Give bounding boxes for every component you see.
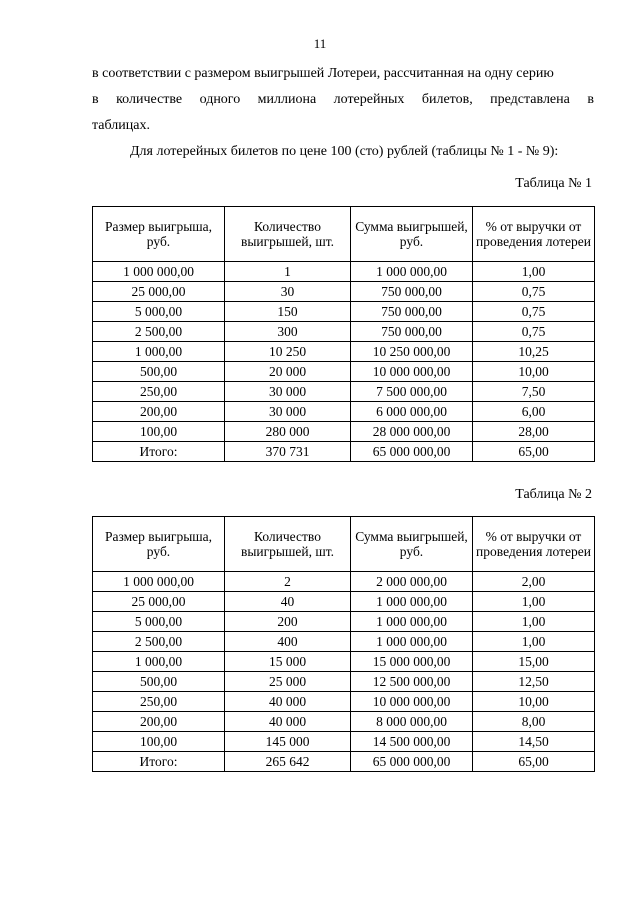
table-row — [93, 302, 595, 322]
cell-prize-size: 1 000,00 — [93, 342, 225, 362]
cell-prize-size: 5 000,00 — [93, 612, 225, 632]
table-total-row — [93, 752, 595, 772]
cell-revenue-percent: 2,00 — [473, 572, 595, 592]
table-row — [93, 322, 595, 342]
cell-prize-size: 100,00 — [93, 422, 225, 442]
cell-revenue-percent: 28,00 — [473, 422, 595, 442]
cell-prize-count: 1 — [225, 262, 351, 282]
table-row — [93, 652, 595, 672]
cell-prize-size: 1 000,00 — [93, 652, 225, 672]
cell-revenue-percent: 12,50 — [473, 672, 595, 692]
cell-prize-count: 30 — [225, 282, 351, 302]
cell-prize-sum: 7 500 000,00 — [351, 382, 473, 402]
intro-word: количестве — [116, 92, 183, 107]
header-prize-sum: Сумма выигрышей, руб. — [351, 517, 473, 572]
cell-revenue-percent: 15,00 — [473, 652, 595, 672]
page-number: 11 — [313, 36, 327, 51]
cell-prize-size: Итого: — [93, 442, 225, 462]
cell-prize-count: 30 000 — [225, 382, 351, 402]
cell-prize-count: 300 — [225, 322, 351, 342]
table-total-row — [93, 442, 595, 462]
table-row — [93, 572, 595, 592]
cell-revenue-percent: 65,00 — [473, 442, 595, 462]
cell-prize-count: 280 000 — [225, 422, 351, 442]
intro-word: в — [92, 92, 99, 107]
cell-prize-count: 40 000 — [225, 712, 351, 732]
intro-line-2 — [92, 91, 594, 109]
prize-table-1 — [92, 206, 595, 462]
header-prize-count: Количество выигрышей, шт. — [225, 207, 351, 262]
cell-revenue-percent: 7,50 — [473, 382, 595, 402]
cell-prize-size: 200,00 — [93, 712, 225, 732]
cell-prize-sum: 10 250 000,00 — [351, 342, 473, 362]
header-prize-count: Количество выигрышей, шт. — [225, 517, 351, 572]
cell-revenue-percent: 0,75 — [473, 302, 595, 322]
prize-table-2 — [92, 516, 595, 772]
cell-prize-size: 1 000 000,00 — [93, 572, 225, 592]
cell-prize-size: 1 000 000,00 — [93, 262, 225, 282]
cell-prize-sum: 12 500 000,00 — [351, 672, 473, 692]
cell-prize-count: 10 250 — [225, 342, 351, 362]
cell-revenue-percent: 0,75 — [473, 282, 595, 302]
table-row — [93, 382, 595, 402]
table-row — [93, 342, 595, 362]
cell-prize-size: 5 000,00 — [93, 302, 225, 322]
table-row — [93, 712, 595, 732]
header-prize-size: Размер выигрыша, руб. — [93, 517, 225, 572]
intro-word: одного — [199, 92, 241, 107]
cell-revenue-percent: 0,75 — [473, 322, 595, 342]
cell-prize-sum: 6 000 000,00 — [351, 402, 473, 422]
cell-prize-sum: 750 000,00 — [351, 282, 473, 302]
cell-prize-size: 2 500,00 — [93, 322, 225, 342]
cell-prize-sum: 750 000,00 — [351, 302, 473, 322]
table-header-row — [93, 207, 595, 262]
table-header-row — [93, 517, 595, 572]
cell-prize-count: 20 000 — [225, 362, 351, 382]
cell-prize-count: 150 — [225, 302, 351, 322]
cell-prize-size: 250,00 — [93, 382, 225, 402]
table-2-caption: Таблица № 2 — [515, 487, 592, 502]
cell-prize-size: 250,00 — [93, 692, 225, 712]
cell-revenue-percent: 1,00 — [473, 612, 595, 632]
cell-prize-size: 500,00 — [93, 672, 225, 692]
cell-revenue-percent: 1,00 — [473, 262, 595, 282]
cell-prize-size: 500,00 — [93, 362, 225, 382]
table-row — [93, 282, 595, 302]
header-revenue-percent: % от выручки от проведения лотереи — [473, 207, 595, 262]
cell-prize-sum: 10 000 000,00 — [351, 362, 473, 382]
intro-word: лотерейных — [333, 92, 405, 107]
intro-line-1: в соответствии с размером выигрышей Лотереи, рассчитанная на одну серию — [92, 66, 554, 81]
intro-word: в — [587, 92, 594, 107]
cell-prize-count: 40 000 — [225, 692, 351, 712]
cell-revenue-percent: 1,00 — [473, 592, 595, 612]
table-row — [93, 262, 595, 282]
cell-prize-sum: 750 000,00 — [351, 322, 473, 342]
cell-prize-count: 265 642 — [225, 752, 351, 772]
table-1-caption: Таблица № 1 — [515, 176, 592, 191]
cell-revenue-percent: 10,25 — [473, 342, 595, 362]
cell-revenue-percent: 65,00 — [473, 752, 595, 772]
cell-prize-size: 100,00 — [93, 732, 225, 752]
cell-prize-count: 15 000 — [225, 652, 351, 672]
intro-word: билетов, — [421, 92, 473, 107]
cell-prize-sum: 10 000 000,00 — [351, 692, 473, 712]
intro-line-3: таблицах. — [92, 118, 150, 133]
cell-prize-count: 25 000 — [225, 672, 351, 692]
cell-prize-size: 25 000,00 — [93, 592, 225, 612]
table-row — [93, 612, 595, 632]
cell-prize-size: 2 500,00 — [93, 632, 225, 652]
table-row — [93, 632, 595, 652]
header-revenue-percent: % от выручки от проведения лотереи — [473, 517, 595, 572]
cell-prize-sum: 65 000 000,00 — [351, 442, 473, 462]
header-prize-size: Размер выигрыша, руб. — [93, 207, 225, 262]
cell-prize-count: 30 000 — [225, 402, 351, 422]
cell-prize-size: 200,00 — [93, 402, 225, 422]
table-row — [93, 362, 595, 382]
cell-prize-sum: 1 000 000,00 — [351, 632, 473, 652]
cell-prize-sum: 65 000 000,00 — [351, 752, 473, 772]
table-row — [93, 672, 595, 692]
cell-revenue-percent: 1,00 — [473, 632, 595, 652]
cell-prize-size: Итого: — [93, 752, 225, 772]
table-row — [93, 732, 595, 752]
table-row — [93, 692, 595, 712]
cell-prize-sum: 1 000 000,00 — [351, 592, 473, 612]
cell-prize-sum: 14 500 000,00 — [351, 732, 473, 752]
cell-prize-sum: 1 000 000,00 — [351, 612, 473, 632]
header-prize-sum: Сумма выигрышей, руб. — [351, 207, 473, 262]
table-row — [93, 592, 595, 612]
table-row — [93, 422, 595, 442]
cell-prize-sum: 15 000 000,00 — [351, 652, 473, 672]
cell-prize-count: 145 000 — [225, 732, 351, 752]
intro-word: миллиона — [257, 92, 317, 107]
cell-prize-count: 40 — [225, 592, 351, 612]
cell-revenue-percent: 8,00 — [473, 712, 595, 732]
cell-prize-sum: 2 000 000,00 — [351, 572, 473, 592]
intro-word: представлена — [490, 92, 570, 107]
cell-revenue-percent: 14,50 — [473, 732, 595, 752]
cell-prize-count: 370 731 — [225, 442, 351, 462]
cell-prize-sum: 28 000 000,00 — [351, 422, 473, 442]
cell-revenue-percent: 6,00 — [473, 402, 595, 422]
cell-prize-count: 400 — [225, 632, 351, 652]
cell-revenue-percent: 10,00 — [473, 362, 595, 382]
cell-prize-count: 2 — [225, 572, 351, 592]
table-row — [93, 402, 595, 422]
cell-revenue-percent: 10,00 — [473, 692, 595, 712]
cell-prize-size: 25 000,00 — [93, 282, 225, 302]
cell-prize-count: 200 — [225, 612, 351, 632]
cell-prize-sum: 1 000 000,00 — [351, 262, 473, 282]
price-note: Для лотерейных билетов по цене 100 (сто) рублей (таблицы № 1 - № 9): — [130, 144, 559, 159]
cell-prize-sum: 8 000 000,00 — [351, 712, 473, 732]
